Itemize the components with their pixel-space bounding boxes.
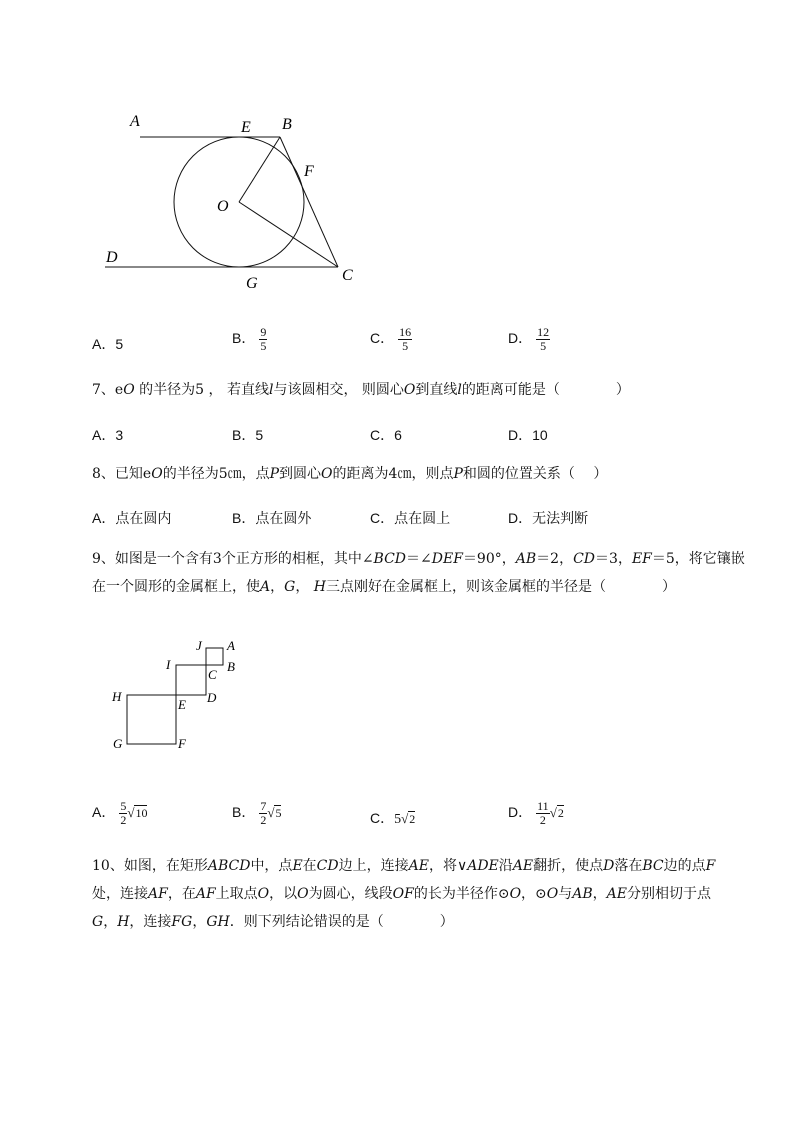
label-b: B	[227, 659, 235, 674]
q7-choice-b[interactable]	[232, 425, 263, 445]
math-var: O	[403, 382, 416, 398]
text-span: ，	[270, 579, 285, 595]
text-span: ＝2，	[536, 551, 574, 567]
small-square	[206, 648, 223, 665]
text-span: 已知	[114, 466, 143, 482]
coefficient: 5	[394, 812, 402, 827]
text-span: ，以	[269, 886, 298, 902]
text-span: 的长为半径作⊙	[413, 886, 510, 902]
label-h: H	[112, 689, 122, 704]
math-var: DEF	[431, 551, 463, 567]
text-span: 与	[558, 886, 573, 902]
q6-choice-a[interactable]	[92, 334, 123, 354]
label-g: G	[113, 736, 123, 751]
text-span: ，	[295, 579, 314, 595]
math-var: O	[546, 886, 559, 902]
question-9-line-2	[92, 573, 752, 601]
text-span: 分别相切于点	[627, 886, 712, 902]
math-var: E	[292, 858, 303, 874]
fraction	[536, 800, 550, 827]
fraction	[398, 326, 412, 353]
choice-letter: D．	[508, 330, 533, 347]
q7-choice-a[interactable]	[92, 425, 123, 445]
question-9-line-1	[92, 545, 752, 573]
choice-value: 点在圆上	[394, 510, 451, 526]
math-var: O	[151, 466, 163, 482]
question-10-line-1	[92, 852, 742, 880]
fraction	[259, 326, 267, 353]
math-var: CD	[573, 551, 596, 567]
q8-choice-a[interactable]	[92, 508, 171, 528]
label-e: E	[178, 697, 186, 712]
choice-value: 3	[115, 427, 124, 443]
label-f: F	[304, 163, 314, 180]
text-span: ，⊙	[521, 886, 547, 902]
math-var: ADE	[467, 858, 499, 874]
choice-letter: B．	[232, 510, 256, 526]
sqrt-radicand: 5	[275, 806, 282, 821]
text-span: 上取点	[215, 886, 258, 902]
math-var: H	[313, 579, 326, 595]
q9-choice-c[interactable]	[370, 808, 415, 828]
text-span: 中，点	[250, 858, 293, 874]
choice-letter: D．	[508, 510, 533, 526]
text-span: ＝∠	[406, 551, 432, 567]
label-i: I	[166, 657, 171, 672]
circle-tangent-figure	[100, 108, 370, 293]
math-var: O	[321, 466, 333, 482]
choice-letter: C．	[370, 427, 395, 443]
text-span: 沿	[498, 858, 513, 874]
text-span: ＝3，	[595, 551, 632, 567]
label-f: F	[178, 736, 186, 751]
q8-choice-c[interactable]	[370, 508, 450, 528]
question-10	[92, 852, 742, 936]
text-span: ，	[192, 914, 207, 930]
line-ob	[239, 137, 280, 202]
denominator: 2	[260, 813, 267, 827]
q6-choice-b[interactable]	[232, 326, 267, 353]
text-span: ，连接	[129, 914, 172, 930]
math-var: AB	[572, 886, 593, 902]
math-var: OF	[392, 886, 414, 902]
choice-value: 10	[532, 427, 548, 443]
label-b: B	[282, 116, 292, 133]
choice-value: 无法判断	[532, 510, 589, 526]
text-span: ，将∨	[428, 858, 468, 874]
choice-value: 点在圆外	[255, 510, 312, 526]
question-10-line-3	[92, 908, 742, 936]
q7-choice-d[interactable]	[508, 425, 548, 445]
label-o: O	[217, 198, 229, 215]
choice-value: 5	[115, 336, 124, 352]
math-var: O	[509, 886, 522, 902]
q9-choice-d[interactable]	[508, 800, 564, 827]
text-span: 到圆心	[279, 466, 322, 482]
math-var: G	[92, 914, 104, 930]
choice-value: 点在圆内	[115, 510, 172, 526]
choice-value: 6	[394, 427, 402, 443]
math-var: l	[457, 382, 462, 398]
sqrt-radicand: 10	[135, 806, 148, 821]
q9-choice-a[interactable]	[92, 800, 147, 827]
text-span: 翻折，使点	[533, 858, 604, 874]
numerator: 7	[260, 799, 267, 813]
question-10-line-2	[92, 880, 742, 908]
sqrt-sign: √	[267, 805, 275, 821]
choice-letter: B．	[232, 427, 256, 443]
q9-choice-b[interactable]	[232, 800, 281, 827]
math-var: A	[260, 579, 271, 595]
sqrt-sign: √	[401, 811, 409, 826]
math-var: O	[123, 382, 135, 398]
denominator: 5	[402, 339, 409, 353]
math-var: P	[269, 466, 280, 482]
math-var: CD	[316, 858, 339, 874]
label-d: D	[106, 249, 118, 266]
text-span: 处，连接	[92, 886, 148, 902]
text-span: ，	[592, 886, 607, 902]
choice-letter: C．	[370, 510, 395, 526]
question-8	[92, 460, 752, 488]
q6-choice-c[interactable]	[370, 326, 412, 353]
large-square	[127, 695, 176, 744]
numerator: 16	[399, 325, 412, 339]
choice-value: 5	[255, 427, 264, 443]
q8-choice-b[interactable]	[232, 508, 311, 528]
numerator: 9	[260, 325, 267, 339]
text-span: 的距离可能是（ ）	[461, 382, 630, 398]
denominator: 2	[120, 813, 127, 827]
text-span: 与该圆相交， 则圆心	[273, 382, 404, 398]
sqrt-sign: √	[549, 805, 557, 821]
math-var: AE	[408, 858, 429, 874]
text-span: e	[142, 466, 152, 482]
numerator: 5	[120, 799, 127, 813]
text-span: ＝90°，	[462, 551, 516, 567]
math-var: F	[705, 858, 716, 874]
choice-letter: C．	[370, 330, 395, 347]
question-7	[92, 376, 752, 404]
text-span: 和圆的位置关系（ ）	[462, 466, 608, 482]
math-var: EF	[631, 551, 652, 567]
choice-letter: A．	[92, 336, 116, 352]
math-var: AB	[515, 551, 537, 567]
choice-letter: B．	[232, 804, 256, 821]
math-var: AE	[512, 858, 534, 874]
choice-letter: A．	[92, 804, 116, 821]
text-span: 边上，连接	[338, 858, 409, 874]
math-var: l	[268, 382, 274, 398]
math-var: ABCD	[207, 858, 251, 874]
question-number: 8、	[92, 466, 115, 482]
text-span: 的距离为4㎝，则点	[332, 466, 454, 482]
denominator: 5	[260, 339, 267, 353]
text-span: 在	[302, 858, 317, 874]
numerator: 11	[537, 799, 549, 813]
math-var: BC	[642, 858, 664, 874]
text-span: 在一个圆形的金属框上，使	[92, 579, 260, 595]
denominator: 2	[539, 813, 546, 827]
choice-letter: D．	[508, 427, 533, 443]
text-span: 到直线	[415, 382, 458, 398]
math-var: AF	[195, 886, 216, 902]
text-span: ＝5，将它镶嵌	[651, 551, 745, 567]
sqrt-sign: √	[127, 805, 135, 821]
label-a: A	[227, 638, 235, 653]
text-span: 的半径为5㎝，点	[162, 466, 270, 482]
sqrt-radicand: 2	[409, 812, 416, 826]
math-var: D	[603, 858, 615, 874]
q6-choice-d[interactable]	[508, 326, 550, 353]
question-9	[92, 545, 752, 601]
math-var: O	[297, 886, 309, 902]
label-c: C	[208, 667, 217, 682]
text-span: 为圆心，线段	[308, 886, 393, 902]
choice-letter: A．	[92, 510, 116, 526]
choice-letter: C．	[370, 810, 395, 826]
text-span: 的半径为5 ， 若直线	[134, 382, 269, 398]
text-span: ，	[103, 914, 118, 930]
label-e: E	[241, 119, 251, 136]
math-var: BCD	[373, 551, 407, 567]
math-var: P	[453, 466, 463, 482]
text-span: e	[114, 382, 124, 398]
text-span: ．则下列结论错误的是（ ）	[229, 914, 454, 930]
text-span: 10、如图，在矩形	[92, 858, 208, 874]
choice-letter: B．	[232, 330, 256, 347]
math-var: H	[117, 914, 130, 930]
question-number: 7、	[92, 382, 115, 398]
q7-choice-c[interactable]	[370, 425, 402, 445]
numerator: 12	[537, 325, 550, 339]
medium-square	[176, 665, 206, 695]
denominator: 5	[540, 339, 547, 353]
label-g: G	[246, 275, 258, 292]
three-squares-figure	[108, 636, 248, 756]
text-span: 落在	[614, 858, 643, 874]
math-var: FG	[171, 914, 193, 930]
q8-choice-d[interactable]	[508, 508, 588, 528]
math-var: AE	[606, 886, 628, 902]
math-var: GH	[206, 914, 230, 930]
label-j: J	[196, 638, 202, 653]
fraction	[536, 326, 550, 353]
sqrt-radicand: 2	[557, 806, 564, 821]
text-span: 三点刚好在金属框上，则该金属框的半径是（ ）	[325, 579, 676, 595]
math-var: G	[284, 579, 296, 595]
label-a: A	[130, 113, 140, 130]
math-var: AF	[148, 886, 168, 902]
text-span: 边的点	[663, 858, 706, 874]
choice-letter: A．	[92, 427, 116, 443]
label-c: C	[342, 267, 353, 284]
label-d: D	[207, 690, 217, 705]
text-span: 9、如图是一个含有3个正方形的相框，其中∠	[92, 551, 374, 567]
math-var: O	[257, 886, 270, 902]
text-span: ，在	[167, 886, 196, 902]
choice-letter: D．	[508, 804, 533, 821]
